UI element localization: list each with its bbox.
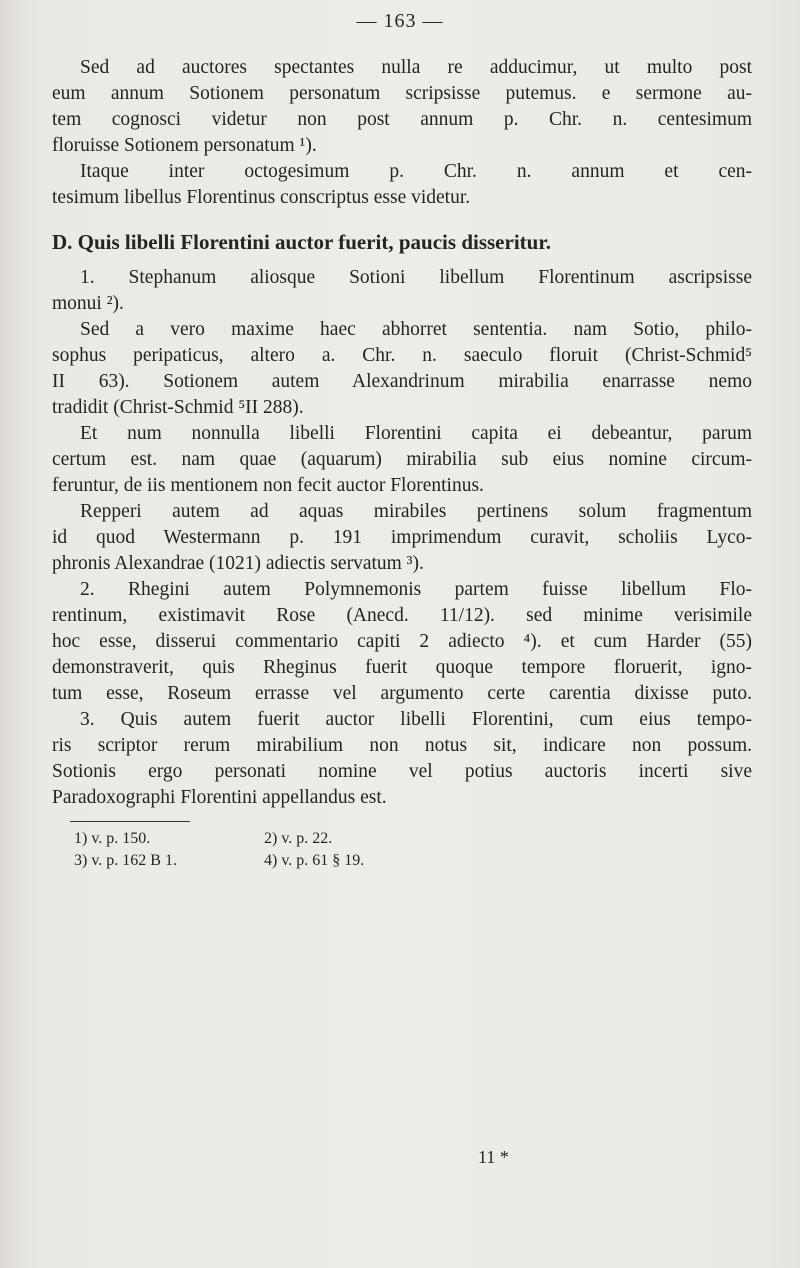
footnote: 4) v. p. 61 § 19. xyxy=(264,852,365,869)
text-line: rentinum, existimavit Rose (Anecd. 11/12). sed minime verisimile xyxy=(52,605,752,626)
text-line: eum annum Sotionem personatum scripsisse putemus. e sermone au- xyxy=(52,83,752,104)
footnote-rule xyxy=(70,821,190,822)
text-line: sophus peripaticus, altero a. Chr. n. saeculo floruit (Christ-Schmid⁵ xyxy=(52,345,752,366)
text-line: tum esse, Roseum errasse vel argumento certe carentia dixisse puto. xyxy=(52,683,752,704)
text-line: phronis Alexandrae (1021) adiectis servatum ³). xyxy=(52,553,424,574)
text-line: Sotionis ergo personati nomine vel potius auctoris incerti sive xyxy=(52,761,752,782)
section-heading: D. Quis libelli Florentini auctor fuerit, paucis disseritur. xyxy=(52,230,551,254)
text-line: hoc esse, disserui commentario capiti 2 adiecto ⁴). et cum Harder (55) xyxy=(52,631,752,652)
text-line: certum est. nam quae (aquarum) mirabilia sub eius nomine circum- xyxy=(52,449,752,470)
text-line: Paradoxographi Florentini appellandus est. xyxy=(52,787,387,808)
text-line: ris scriptor rerum mirabilium non notus sit, indicare non possum. xyxy=(52,735,752,756)
text-line: II 63). Sotionem autem Alexandrinum mirabilia enarrasse nemo xyxy=(52,371,752,392)
text-line: feruntur, de iis mentionem non fecit auctor Florentinus. xyxy=(52,475,484,496)
text-line: Repperi autem ad aquas mirabiles pertinens solum fragmentum xyxy=(80,501,752,522)
footnote: 3) v. p. 162 B 1. xyxy=(74,852,177,869)
page-number: — 163 — xyxy=(356,10,444,32)
footnote: 2) v. p. 22. xyxy=(264,830,333,847)
text-line: monui ²). xyxy=(52,293,124,314)
page-body xyxy=(52,55,752,872)
footnote: 1) v. p. 150. xyxy=(74,830,151,847)
text-line: 1. Stephanum aliosque Sotioni libellum Florentinum ascripsisse xyxy=(80,267,752,288)
text-line: Sed a vero maxime haec abhorret sententia. nam Sotio, philo- xyxy=(80,319,752,340)
text-line: Itaque inter octogesimum p. Chr. n. annum et cen- xyxy=(80,161,752,182)
signature-mark: 11 * xyxy=(478,1147,509,1167)
text-line: 2. Rhegini autem Polymnemonis partem fuisse libellum Flo- xyxy=(80,579,752,600)
text-line: 3. Quis autem fuerit auctor libelli Florentini, cum eius tempo- xyxy=(80,709,752,730)
text-line: floruisse Sotionem personatum ¹). xyxy=(52,135,317,156)
text-line: Sed ad auctores spectantes nulla re adducimur, ut multo post xyxy=(80,57,752,78)
text-line: Et num nonnulla libelli Florentini capita ei debeantur, parum xyxy=(80,423,752,444)
text-line: demonstraverit, quis Rheginus fuerit quoque tempore floruerit, igno- xyxy=(52,657,752,678)
footnote-row xyxy=(74,850,752,872)
paragraph-block-2 xyxy=(52,265,752,811)
text-line: id quod Westermann p. 191 imprimendum curavit, scholiis Lyco- xyxy=(52,527,752,548)
footnotes xyxy=(52,828,752,872)
paragraph-block-1 xyxy=(52,55,752,211)
text-line: tradidit (Christ-Schmid ⁵II 288). xyxy=(52,397,304,418)
text-line: tesimum libellus Florentinus conscriptus esse videtur. xyxy=(52,187,471,208)
text-line: tem cognosci videtur non post annum p. Chr. n. centesimum xyxy=(52,109,752,130)
footnote-row xyxy=(74,828,752,850)
